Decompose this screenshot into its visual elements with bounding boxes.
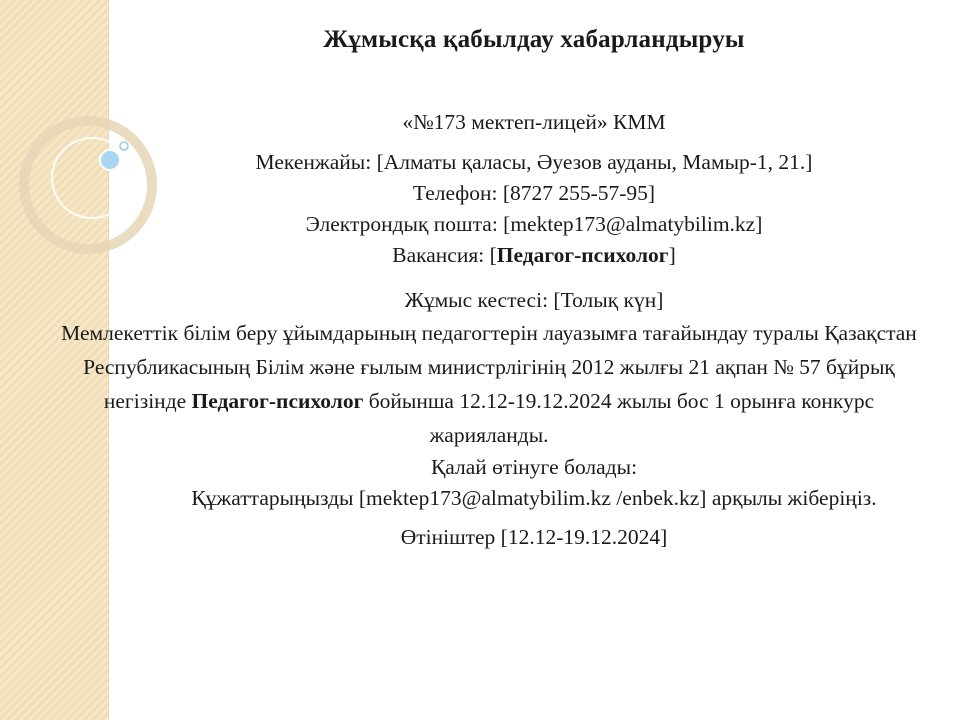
vacancy-value: Педагог-психолог (496, 243, 669, 267)
apply-instructions: Құжаттарыңызды [mektep173@almatybilim.kz /enbek.kz] арқылы жіберіңіз. (191, 486, 877, 510)
apply-heading: Қалай өтінуге болады: (430, 455, 638, 479)
phone-line: Телефон: [8727 255-57-95] (412, 181, 656, 205)
deadline-block (108, 522, 960, 553)
announcement-text (54, 316, 924, 452)
organization-block (108, 107, 960, 138)
announcement-part1: Мемлекеттік білім беру ұйымдарының педагогтерін лауазымға тағайындау туралы Қазақстан Республикасының Білім және ғылым министрлігінің 2012 жылғы 21 ақпан № 57 бұйрық негізінде (61, 321, 917, 413)
announcement-position: Педагог-психолог (191, 389, 364, 413)
schedule-block (61, 285, 960, 452)
apply-block (108, 452, 960, 514)
vacancy-label: Вакансия: [ (392, 243, 497, 267)
email-line: Электрондық пошта: [mektep173@almatybilim.kz] (305, 212, 763, 236)
deadline-line: Өтініштер [12.12-19.12.2024] (400, 525, 668, 549)
page-title: Жұмысқа қабылдау хабарландыруы (323, 26, 745, 53)
schedule-line: Жұмыс кестесі: [Толық күн] (404, 288, 664, 312)
vacancy-line (108, 240, 960, 271)
vacancy-close: ] (668, 243, 676, 267)
contact-block (108, 147, 960, 271)
slide-content (61, 0, 960, 720)
address-line: Мекенжайы: [Алматы қаласы, Әуезов ауданы, Мамыр-1, 21.] (255, 150, 813, 174)
announcement-part2: бойынша 12.12-19.12.2024 жылы бос 1 орынға конкурс жарияланды. (363, 389, 875, 447)
organization-name: «№173 мектеп-лицей» КММ (402, 110, 666, 134)
